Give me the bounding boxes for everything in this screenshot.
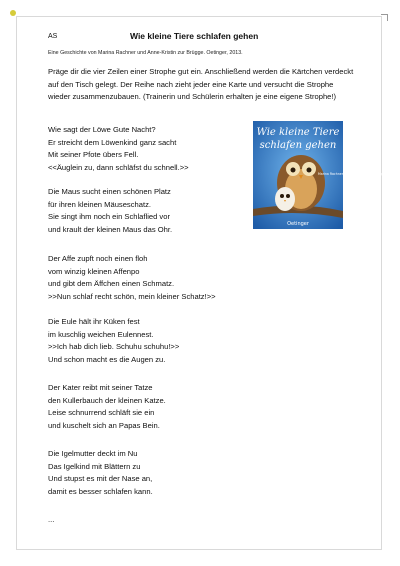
source-citation: Eine Geschichte von Marina Rachner und Anne-Kristin zur Brügge. Oetinger, 2013. [48,50,243,56]
page-title: Wie kleine Tiere schlafen gehen [130,31,259,41]
cover-title-line2: schlafen gehen [259,140,337,151]
stanza-line: <<Äuglein zu, dann schläfst du schnell.>> [48,162,189,172]
stanza-line: den Kullerbauch der kleinen Katze. [48,395,166,405]
stanza-line: Wie sagt der Löwe Gute Nacht? [48,125,156,134]
stanza-hedgehog [48,448,153,498]
stanza-line: >>Ich hab dich lieb. Schuhu schuhu!>> [48,342,180,351]
continuation-ellipsis: ... [48,515,55,524]
stanza-lion [48,124,189,174]
stanza-line: Die Maus sucht einen schönen Platz [48,187,171,196]
stanza-line: vom winzig kleinen Affenpo [48,266,140,276]
stanza-line: Mit seiner Pfote übers Fell. [48,150,139,159]
stanza-line: Die Igelmutter deckt im Nu [48,449,138,458]
stanza-line: Sie singt ihm noch ein Schlaflied vor [48,212,170,221]
stanza-line: und gibt dem Äffchen einen Schmatz. [48,279,175,288]
cover-publisher: Oetinger [287,221,309,227]
stanza-mouse [48,186,172,236]
stanza-line: Und stupst es mit der Nase an, [48,474,153,483]
author-initials: AS [48,33,58,40]
page-fold-icon [381,14,388,21]
stanza-line: im kuschlig weichen Eulennest. [48,329,154,339]
instructions-text: Präge dir die vier Zeilen einer Strophe gut ein. Anschließend werden die Kärtchen verdeckt auf den Tisch gelegt. Der Reihe nach zieht jeder eine Karte und versucht die Strophe wieder zusammenzubauen. (Trainerin und Schülerin erhalten je eine eigene Strophe!) [48,67,354,101]
owl-illustration-icon [253,121,385,229]
stanza-cat [48,382,166,432]
stanza-monkey [48,253,216,303]
stanza-line: Er streicht dem Löwenkind ganz sacht [48,137,177,147]
stanza-line: Der Affe zupft noch einen floh [48,254,148,263]
stanza-owl [48,316,179,366]
stanza-line: Leise schnurrend schläft sie ein [48,408,155,417]
stanza-line: Der Kater reibt mit seiner Tatze [48,383,153,392]
stanza-line: für ihren kleinen Mäuseschatz. [48,199,151,209]
cover-title-line1: Wie kleine Tiere [256,127,340,138]
book-cover-image [253,121,385,229]
stanza-line: und krault der kleinen Maus das Ohr. [48,224,173,234]
stanza-line: Das Igelkind mit Blättern zu [48,461,141,471]
stanza-line: und kuschelt sich an Papas Bein. [48,420,160,430]
stanza-line: Die Eule hält ihr Küken fest [48,317,140,326]
stanza-line: Und schon macht es die Augen zu. [48,354,166,364]
stanza-line: >>Nun schlaf recht schön, mein kleiner Schatz!>> [48,291,216,301]
stanza-line: damit es besser schlafen kann. [48,486,153,496]
cover-authors: Marina Rachner / Anne-Kristin zur Brügge [318,172,385,176]
